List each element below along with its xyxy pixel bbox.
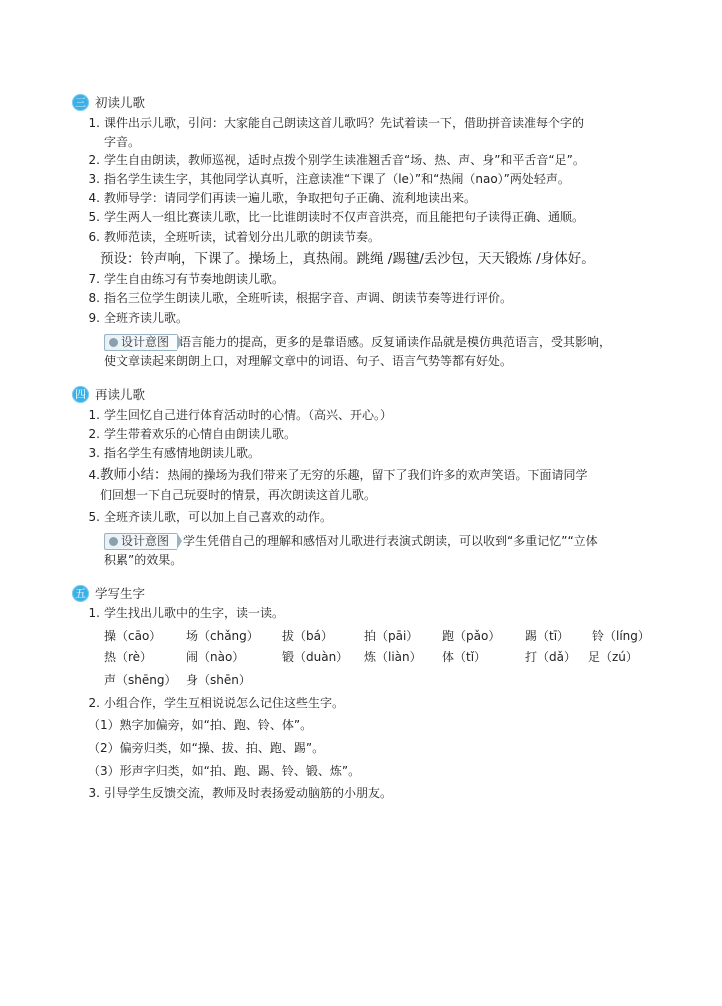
- char-item: 炼（liàn）: [364, 650, 422, 664]
- char-item: 拔（bá）: [282, 629, 333, 643]
- design-intent: 设计意图 学生凭借自己的理解和感悟对儿歌进行表演式朗读，可以收到“多重记忆”“立体: [104, 532, 598, 550]
- char-item: 跑（pǎo）: [442, 629, 501, 643]
- section-title: 初读儿歌: [95, 95, 146, 110]
- section-heading-5: [72, 583, 145, 603]
- section-title: 再读儿歌: [95, 387, 146, 402]
- section-heading-3: [72, 92, 145, 112]
- char-item: 拍（pāi）: [364, 629, 419, 643]
- design-intent-tag: 设计意图: [104, 334, 177, 351]
- char-item: 场（chǎng）: [186, 629, 259, 643]
- char-item: 操（cāo）: [104, 629, 162, 643]
- document-page: 三 初读儿歌 1. 课件出示儿歌，引问：大家能自己朗读这首儿歌吗？先试着读一下，借助拼音读准每个字的 字音。 2. 学生自由朗读，教师巡视，适时点拨个别学生读准翘舌音“场、热、声、身”和平舌音“足”。 3. 指名学生读生字，其他同学认真听，注意读准“下课了（le）”和“热闹（nao）”两处轻声。 4. 教师导学：请同学们再读一遍儿歌，争取把句子正确、流利地读出来。 5. 学生两人一组比赛读儿歌，比一比谁朗读时不仅声音洪亮，而且能把句子读得正确、通顺。 6. 教师范读，全班听读，试着划分出儿歌的朗读节奏。 预设：铃声响，下课了。操场上，真热闹。跳绳 /踢毽/丢沙包，天天锻炼 /身体好。 7. 学生自由练习有节奏地朗读儿歌。 8. 指名三位学生朗读儿歌，全班听读，根据字音、声调、朗读节奏等进行评价。 9. 全班齐读儿歌。 设计意图 语言能力的提高，更多的是靠语感。反复诵读作品就是模仿典范语言，受其影响， 使文章读起来朗朗上口，对理解文章中的词语、句子、语言气势等都有好处。 四 再读儿歌 1. 学生回忆自己进行体育活动时的心情。（高兴、开心。） 2. 学生带着欢乐的心情自由朗读儿歌。 3. 指名学生有感情地朗读儿歌。 4. 教师小结：热闹的操场为我们带来了无穷的乐趣，留下了我们许多的欢声笑语。下面请同学 们回想一下自己玩耍时的情景，再次朗读这首儿歌。 5. 全班齐读儿歌，可以加上自己喜欢的动作。 设计意图 学生凭借自己的理解和感悟对儿歌进行表演式朗读，可以收到“多重记忆”“立体 积累”的效果。 五 学写生字 1. 学生找出儿歌中的生字，读一读。 操（cāo） 场（chǎng） 拔（bá） 拍（pāi） 跑（pǎo） 踢（tī） 铃（líng） 热（rè） 闹（nào） 锻（duàn） 炼（liàn） 体（tǐ） 打（dǎ） 足（zú） 声（shēng） 身（shēn） 2. 小组合作，学生互相说说怎么记住这些生字。 （1）熟字加偏旁，如“拍、跑、铃、体”。 （2）偏旁归类，如“操、拔、拍、跑、踢”。 （3）形声字归类，如“拍、跑、踢、铃、锻、炼”。 3. 引导学生反馈交流，教师及时表扬爱动脑筋的小朋友。: [0, 0, 722, 1006]
- section-heading-4: [72, 384, 145, 404]
- gear-icon: [109, 338, 118, 347]
- char-item: 踢（tī）: [525, 629, 570, 643]
- char-item: 铃（líng）: [592, 629, 650, 643]
- char-row-3: [0, 671, 722, 689]
- gear-icon: [109, 537, 118, 546]
- section-title: 学写生字: [95, 586, 146, 601]
- char-item: 体（tǐ）: [442, 650, 487, 664]
- char-item: 声（shēng）: [104, 673, 177, 687]
- design-intent: 设计意图 语言能力的提高，更多的是靠语感。反复诵读作品就是模仿典范语言，受其影响，: [104, 333, 611, 351]
- char-item: 闹（nào）: [186, 650, 245, 664]
- section-number-badge: 五: [72, 585, 89, 602]
- char-item: 热（rè）: [104, 650, 153, 664]
- char-item: 打（dǎ）: [525, 650, 576, 664]
- char-row-1: [0, 627, 722, 645]
- char-row-2: [0, 648, 722, 666]
- char-item: 锻（duàn）: [282, 650, 349, 664]
- design-intent-tag: 设计意图: [104, 533, 177, 550]
- section-number-badge: 三: [72, 94, 89, 111]
- section-number-badge: 四: [72, 386, 89, 403]
- char-item: 足（zú）: [588, 650, 638, 664]
- char-item: 身（shēn）: [186, 673, 251, 687]
